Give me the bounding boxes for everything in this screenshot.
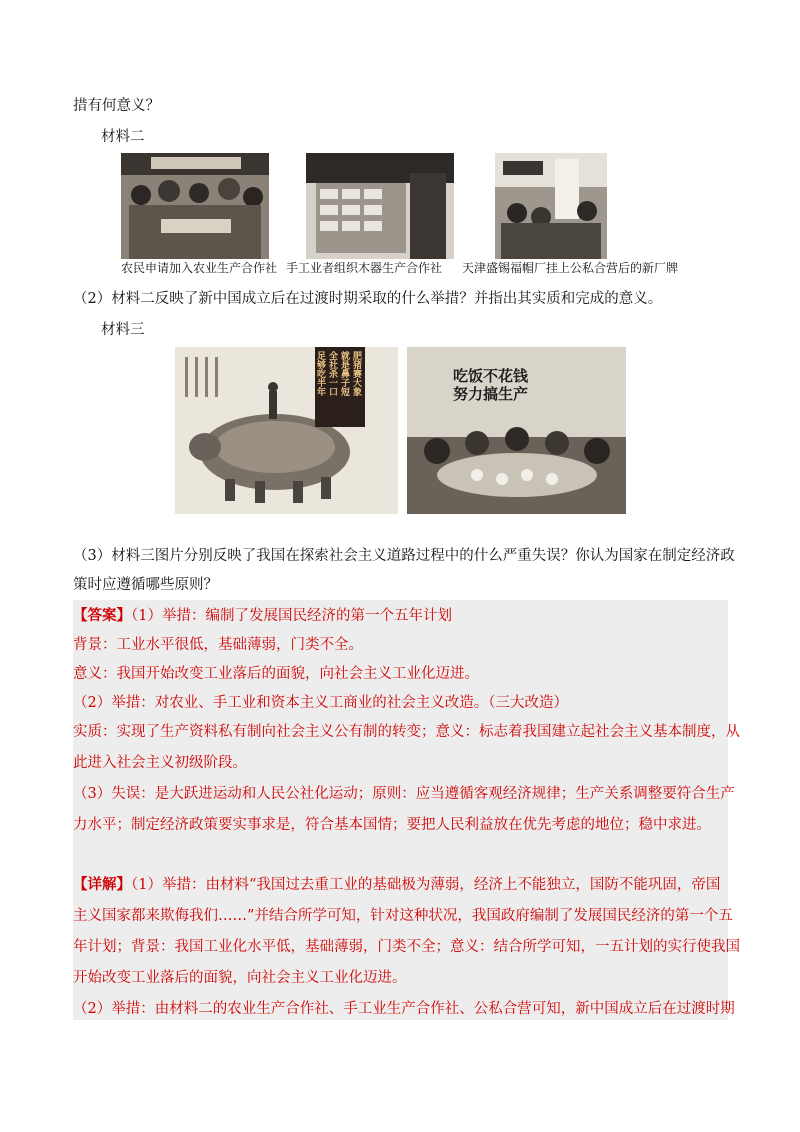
answer-text-1: （1）举措：编制了发展国民经济的第一个五年计划: [131, 608, 452, 624]
poster-giant-pig: [175, 347, 398, 514]
photo-commune-canteen: [407, 347, 626, 514]
question3-line2: 策时应遵循哪些原则？: [73, 577, 218, 593]
answer-line-3: 意义：我国开始改变工业落后的面貌，向社会主义工业化迈进。: [73, 666, 479, 682]
explanation-line-2: 主义国家都来欺侮我们……”并结合所学可知，针对这种状况，我国政府编制了发展国民经济的第一个五: [73, 908, 733, 924]
explanation-tag: 【详解】: [73, 876, 131, 893]
explanation-line-3: 年计划；背景：我国工业化水平低，基础薄弱，门类不全；意义：结合所学可知，一五计划的实行使我国: [73, 939, 740, 955]
poster-slogan-line2: 就是鼻子短: [339, 351, 349, 396]
answer-background: [73, 600, 728, 1020]
poster-slogan-line1: 肥猪赛大象: [351, 351, 361, 396]
answer-line-4: （2）举措：对农业、手工业和资本主义工商业的社会主义改造。（三大改造）: [73, 695, 568, 711]
explanation-line-4: 开始改变工业落后的面貌，向社会主义工业化迈进。: [73, 970, 407, 986]
question2: （2）材料二反映了新中国成立后在过渡时期采取的什么举措？并指出其实质和完成的意义。: [73, 291, 663, 307]
poster-slogan-line3: 全社杀一口: [327, 351, 337, 396]
caption-handicraft-cooperative: 手工业者组织木器生产合作社: [286, 261, 443, 275]
answer-tag: 【答案】: [73, 607, 131, 624]
question3-line1: （3）材料三图片分别反映了我国在探索社会主义道路过程中的什么严重失误？你认为国家在制定经济政: [73, 548, 735, 564]
answer-line-5: 实质：实现了生产资料私有制向社会主义公有制的转变；意义：标志着我国建立起社会主义基本制度，从: [73, 724, 740, 740]
photo-tianjin-hat-factory: [495, 153, 607, 259]
poster-slogan-line4: 足够吃半年: [315, 351, 325, 396]
answer-line-6: 此进入社会主义初级阶段。: [73, 755, 247, 771]
canteen-banner-line1: 吃饭不花钱: [453, 367, 529, 385]
answer-line-7: （3）失误：是大跃进运动和人民公社化运动；原则：应当遵循客观经济规律；生产关系调整要符合生产: [73, 786, 735, 802]
material2-heading: 材料二: [101, 129, 145, 145]
caption-hat-factory: 天津盛锡福帽厂挂上公私合营后的新厂牌: [462, 261, 679, 275]
caption-farmers-cooperative: 农民申请加入农业生产合作社: [121, 261, 278, 275]
answer-line-8: 力水平；制定经济政策要实事求是，符合基本国情；要把人民利益放在优先考虑的地位；稳中求进。: [73, 817, 711, 833]
photo-farmers-cooperative: [121, 153, 269, 259]
material3-heading: 材料三: [101, 322, 145, 338]
answer-line-1: [73, 606, 452, 626]
canteen-banner-line2: 努力搞生产: [453, 385, 529, 403]
photo-handicraft-cooperative: [306, 153, 454, 259]
answer-line-2: 背景：工业水平很低，基础薄弱，门类不全。: [73, 637, 363, 653]
question1-tail: 措有何意义？: [73, 98, 160, 114]
explanation-text-1: （1）举措：由材料“我国过去重工业的基础极为薄弱，经济上不能独立，国防不能巩固，帝国: [131, 877, 721, 893]
explanation-line-5: （2）举措：由材料二的农业生产合作社、手工业生产合作社、公私合营可知，新中国成立后在过渡时期: [73, 1001, 735, 1017]
explanation-line-1: [73, 875, 720, 895]
